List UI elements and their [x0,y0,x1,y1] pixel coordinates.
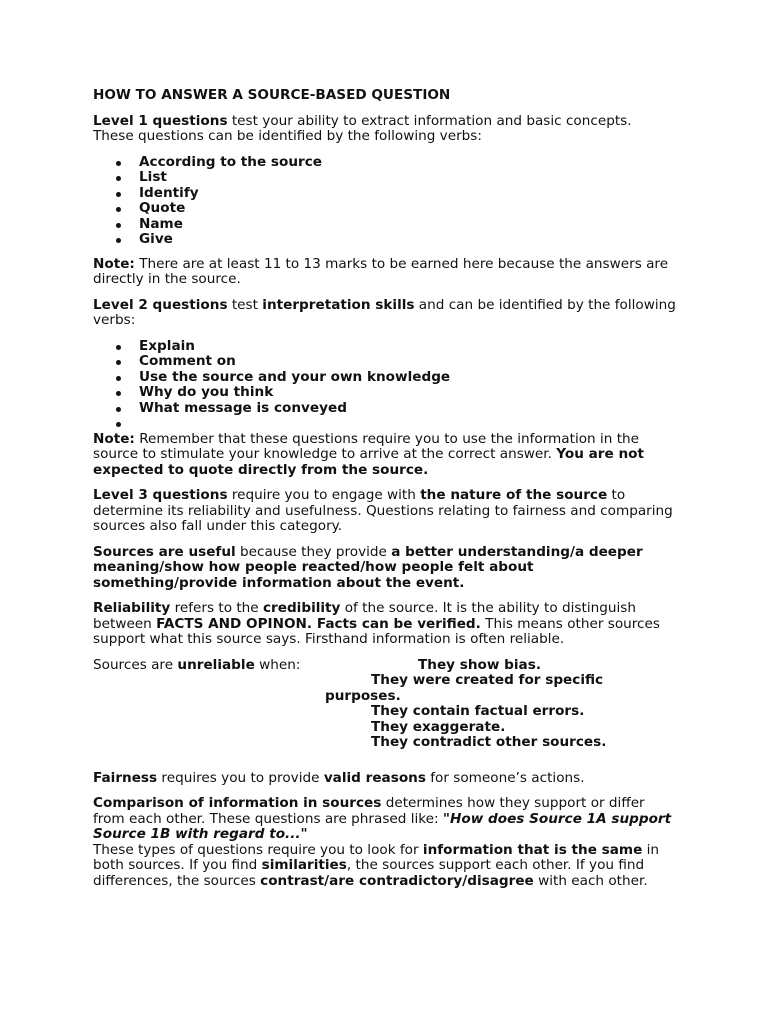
comparison-heading: Comparison of information in sources [93,795,382,811]
reliability-heading: Reliability [93,600,171,616]
list-item: Give [139,232,676,248]
list-item: Name [139,217,676,233]
note2-paragraph: Note: Remember that these questions require you to use the information in the source to stimulate your knowledge to arrive at the correct answer. You are not expected to quote directly from the source. [93,430,644,478]
level1-paragraph: Level 1 questions test your ability to extract information and basic concepts. These questions can be identified by the following verbs: [93,112,632,144]
comparison-quote: "How does Source 1A support Source 1B with regard to..." [93,810,672,842]
list-item: Quote [139,201,676,217]
useful-paragraph: Sources are useful because they provide a better understanding/a deeper meaning/show how people reacted/how people felt about something/provide information about the event. [93,543,643,591]
note1-paragraph: Note: There are at least 11 to 13 marks to be earned here because the answers are directly in the source. [93,255,669,287]
level2-paragraph: Level 2 questions test interpretation skills and can be identified by the following verbs: [93,296,676,328]
unreliable-block [93,658,676,751]
list-item: Use the source and your own knowledge [139,370,676,386]
document-title: HOW TO ANSWER A SOURCE-BASED QUESTION [93,87,451,103]
unreliable-reason: purposes. [325,687,401,704]
list-item: According to the source [139,155,676,171]
fairness-paragraph: Fairness requires you to provide valid reasons for someone’s actions. [93,769,585,786]
unreliable-reason: They exaggerate. [371,718,506,735]
list-item [139,416,676,432]
unreliable-reason: They were created for specific [371,672,604,688]
level3-heading: Level 3 questions [93,487,228,503]
reliability-paragraph: Reliability refers to the credibility of the source. It is the ability to distinguish between FACTS AND OPINON. Facts can be verified. This means other sources support what this source says. Firsthand information is often reliable. [93,600,660,647]
unreliable-reason: They contradict other sources. [371,734,607,750]
note1-label: Note: [93,255,135,272]
level3-paragraph: Level 3 questions require you to engage with the nature of the source to determine its reliability and usefulness. Questions relating to fairness and comparing sources also fall under this category. [93,487,673,534]
list-item: Explain [139,339,676,355]
unreliable-lead: Sources are unreliable when: [93,656,301,673]
list-item: Identify [139,186,676,202]
level1-verb-list [93,155,676,248]
list-item: Why do you think [139,385,676,401]
unreliable-reason: They contain factual errors. [371,703,585,719]
list-item: Comment on [139,354,676,370]
fairness-heading: Fairness [93,769,158,786]
list-item: What message is conveyed [139,401,676,417]
useful-heading: Sources are useful [93,543,236,560]
level2-verb-list [93,339,676,432]
list-item: List [139,170,676,186]
note2-label: Note: [93,430,135,447]
level2-heading: Level 2 questions [93,296,228,313]
level1-heading: Level 1 questions [93,112,228,129]
comparison-paragraph: Comparison of information in sources determines how they support or differ from each other. These questions are phrased like: "How does Source 1A support Source 1B with regard to..." These types of questions require you to look for information that is the same in both sources. If you find similarities, the sources support each other. If you find differences, the sources contrast/are contradictory/disagree with each other. [93,795,672,889]
unreliable-reason: They show bias. [418,656,541,673]
